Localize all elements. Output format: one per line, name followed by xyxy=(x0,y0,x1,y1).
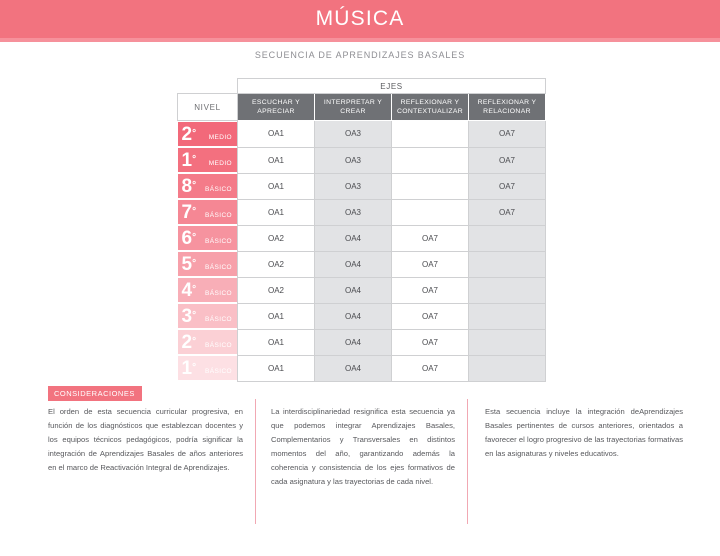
degree-symbol-icon: ° xyxy=(192,180,197,191)
level-cell xyxy=(178,173,238,199)
level-number: 4 xyxy=(181,279,193,301)
oa-cell xyxy=(469,329,546,355)
level-cell xyxy=(178,329,238,355)
oa-cell: OA1 xyxy=(238,173,315,199)
oa-cell: OA7 xyxy=(392,277,469,303)
oa-cell: OA7 xyxy=(392,329,469,355)
oa-cell: OA7 xyxy=(392,355,469,381)
degree-symbol-icon: ° xyxy=(192,128,197,139)
eje-header-reflexionar-relacionar: REFLEXIONAR Y RELACIONAR xyxy=(469,94,546,121)
level-cell xyxy=(178,199,238,225)
level-number: 8 xyxy=(181,175,193,197)
subtitle-container xyxy=(0,42,720,68)
sequence-table xyxy=(177,78,546,382)
level-cell xyxy=(178,251,238,277)
degree-symbol-icon: ° xyxy=(192,310,197,321)
oa-cell: OA1 xyxy=(238,121,315,148)
level-number: 7 xyxy=(181,201,193,223)
table-row xyxy=(178,277,546,303)
page-header-bar xyxy=(0,0,720,38)
oa-cell: OA2 xyxy=(238,225,315,251)
oa-cell: OA2 xyxy=(238,251,315,277)
table-row xyxy=(178,199,546,225)
level-badge xyxy=(178,122,238,146)
table-head xyxy=(178,79,546,121)
table-body xyxy=(178,121,546,382)
table-row xyxy=(178,355,546,381)
oa-cell: OA1 xyxy=(238,303,315,329)
degree-symbol-icon: ° xyxy=(192,258,197,269)
level-cell xyxy=(178,121,238,148)
oa-cell: OA7 xyxy=(392,251,469,277)
level-badge xyxy=(178,226,238,250)
level-cell xyxy=(178,147,238,173)
consideration-paragraph-3 xyxy=(467,405,683,489)
level-tag: MEDIO xyxy=(208,133,232,141)
level-tag: BÁSICO xyxy=(205,211,232,219)
level-tag: BÁSICO xyxy=(205,263,232,271)
level-cell xyxy=(178,303,238,329)
oa-cell: OA7 xyxy=(469,173,546,199)
eje-header-interpretar-crear: INTERPRETAR Y CREAR xyxy=(315,94,392,121)
oa-cell: OA7 xyxy=(469,199,546,225)
level-cell xyxy=(178,355,238,381)
oa-cell xyxy=(469,303,546,329)
column-header-row xyxy=(178,94,546,121)
oa-cell xyxy=(392,173,469,199)
level-tag: BÁSICO xyxy=(205,367,232,375)
level-number: 2 xyxy=(181,331,193,353)
page-title: MÚSICA xyxy=(315,7,405,30)
oa-cell: OA4 xyxy=(315,251,392,277)
oa-cell: OA7 xyxy=(392,303,469,329)
oa-cell: OA1 xyxy=(238,355,315,381)
level-tag: BÁSICO xyxy=(205,185,232,193)
ejes-band-label: EJES xyxy=(238,79,546,94)
oa-cell: OA1 xyxy=(238,329,315,355)
level-badge xyxy=(178,304,238,328)
oa-cell: OA3 xyxy=(315,147,392,173)
table-row xyxy=(178,251,546,277)
consideration-paragraph-1: El orden de esta secuencia curricular progresiva, en función de los diagnósticos que establezcan docentes y los equipos técnicos pedagógicos, podría significar la integración de Aprendizajes Basales de años anteriores en el marco de Reactivación Integral de Aprendizajes. xyxy=(48,407,243,472)
consideration-text-3: Esta secuencia incluye la integración deAprendizajes Basales pertinentes de cursos anteriores, orientados a favorecer el logro progresivo de las trayectorias formativas en las asignaturas y niveles educativos. xyxy=(485,407,683,458)
level-tag: BÁSICO xyxy=(205,341,232,349)
oa-cell: OA2 xyxy=(238,277,315,303)
level-tag: BÁSICO xyxy=(205,237,232,245)
oa-cell: OA7 xyxy=(469,121,546,148)
level-badge xyxy=(178,200,238,224)
considerations-columns xyxy=(48,405,688,489)
level-cell xyxy=(178,225,238,251)
level-number: 5 xyxy=(181,253,193,275)
level-badge xyxy=(178,148,238,172)
table-row xyxy=(178,225,546,251)
eje-header-reflexionar-contextualizar: REFLEXIONAR Y CONTEXTUALIZAR xyxy=(392,94,469,121)
level-number: 1 xyxy=(181,357,193,379)
table-corner-blank xyxy=(178,79,238,94)
level-tag: BÁSICO xyxy=(205,315,232,323)
oa-cell xyxy=(469,355,546,381)
level-tag: MEDIO xyxy=(208,159,232,167)
oa-cell: OA3 xyxy=(315,121,392,148)
level-badge xyxy=(178,252,238,276)
ejes-band-row xyxy=(178,79,546,94)
level-badge xyxy=(178,330,238,354)
oa-cell: OA1 xyxy=(238,199,315,225)
degree-symbol-icon: ° xyxy=(192,206,197,217)
oa-cell: OA7 xyxy=(469,147,546,173)
oa-cell: OA3 xyxy=(315,173,392,199)
oa-cell: OA4 xyxy=(315,303,392,329)
sequence-table-zone xyxy=(0,68,720,386)
column-divider-2 xyxy=(467,399,468,524)
table-row xyxy=(178,147,546,173)
degree-symbol-icon: ° xyxy=(192,154,197,165)
table-row xyxy=(178,303,546,329)
oa-cell: OA1 xyxy=(238,147,315,173)
level-number: 6 xyxy=(181,227,193,249)
consideration-text-2: La interdisciplinariedad resignifica esta secuencia ya que podemos integrar Aprendizajes Basales, Complementarios y Transversales en distintos momentos del año, garantizando además la coherencia y consistencia de los ejes formativos de cada asignatura y las trayectorias de cada nivel. xyxy=(271,407,455,486)
nivel-column-header: NIVEL xyxy=(178,94,238,121)
oa-cell: OA4 xyxy=(315,329,392,355)
oa-cell xyxy=(469,277,546,303)
oa-cell: OA4 xyxy=(315,355,392,381)
oa-cell xyxy=(469,251,546,277)
oa-cell xyxy=(392,199,469,225)
level-badge xyxy=(178,356,238,380)
oa-cell: OA7 xyxy=(392,225,469,251)
level-number: 2 xyxy=(181,123,193,145)
degree-symbol-icon: ° xyxy=(192,362,197,373)
degree-symbol-icon: ° xyxy=(192,284,197,295)
oa-cell: OA3 xyxy=(315,199,392,225)
level-badge xyxy=(178,174,238,198)
table-row xyxy=(178,121,546,148)
level-cell xyxy=(178,277,238,303)
degree-symbol-icon: ° xyxy=(192,232,197,243)
table-row xyxy=(178,329,546,355)
oa-cell: OA4 xyxy=(315,277,392,303)
consideration-paragraph-2 xyxy=(255,405,467,489)
page-subtitle: SECUENCIA DE APRENDIZAJES BASALES xyxy=(254,50,466,60)
eje-header-escuchar-apreciar: ESCUCHAR Y APRECIAR xyxy=(238,94,315,121)
oa-cell xyxy=(469,225,546,251)
level-number: 3 xyxy=(181,305,193,327)
considerations-badge: CONSIDERACIONES xyxy=(48,386,142,401)
level-badge xyxy=(178,278,238,302)
column-divider-1 xyxy=(255,399,256,524)
degree-symbol-icon: ° xyxy=(192,336,197,347)
table-row xyxy=(178,173,546,199)
oa-cell: OA4 xyxy=(315,225,392,251)
oa-cell xyxy=(392,121,469,148)
oa-cell xyxy=(392,147,469,173)
level-number: 1 xyxy=(181,149,193,171)
level-tag: BÁSICO xyxy=(205,289,232,297)
